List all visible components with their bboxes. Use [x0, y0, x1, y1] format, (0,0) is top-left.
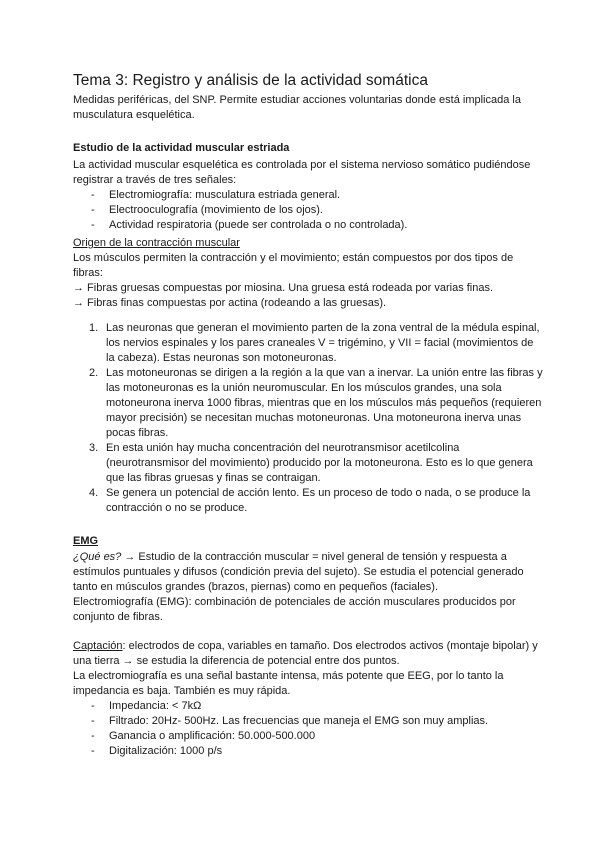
list-item: - Impedancia: < 7kΩ [73, 699, 543, 714]
arrow-line-finas: → Fibras finas compuestas por actina (rodeando a las gruesas). [73, 297, 387, 309]
page-title: Tema 3: Registro y análisis de la actividad somática [73, 72, 428, 89]
list-item: - Electrooculografía (movimiento de los ojos). [73, 203, 543, 218]
captacion-text: : electrodos de copa, variables en tamaño. Dos electrodos activos (montaje bipolar) y una tierra → se estudia la diferencia de potencial entre dos puntos. [73, 640, 538, 667]
intro-paragraph: Medidas periféricas, del SNP. Permite estudiar acciones voluntarias donde está implicada la musculatura esquelética. [73, 94, 521, 121]
section-heading-emg: EMG [73, 535, 99, 547]
list-item: - Electromiografía: musculatura estriada general. [73, 188, 543, 203]
numbered-list [73, 321, 543, 516]
section-text-estudio: La actividad muscular esquelética es controlada por el sistema nervioso somático pudiéndose registrar a través de tres señales: [73, 159, 531, 186]
list-item: - Ganancia o amplificación: 50.000-500.000 [73, 729, 543, 744]
arrow-line-gruesas: → Fibras gruesas compuestas por miosina. Una gruesa está rodeada por varias finas. [73, 282, 494, 294]
list-number: 4. [89, 487, 99, 499]
captacion-label: Captación [73, 640, 123, 652]
list-text: Las motoneuronas se dirigen a la región a la que van a inervar. La unión entre las fibras y las motoneuronas es la unión neuromuscular. En los músculos grandes, una sola motoneurona inerva 1000 fibras, mientras que en los músculos más pequeños (requieren mayor precisión) se necesitan muchas motoneuronas. Una motoneurona inerva unas pocas fibras. [106, 367, 543, 439]
emg-que-es [73, 550, 543, 595]
que-es-label: ¿Qué es? [73, 551, 122, 563]
emg-definition: Electromiografía (EMG): combinación de potenciales de acción musculares producidos por conjunto de fibras. [73, 596, 516, 623]
list-item [73, 486, 543, 516]
list-number: 2. [89, 367, 99, 379]
section-heading-estudio: Estudio de la actividad muscular estriada [73, 142, 290, 154]
list-number: 1. [89, 322, 99, 334]
list-item: - Actividad respiratoria (puede ser controlada o no controlada). [73, 218, 543, 233]
origen-text: Los músculos permiten la contracción y el movimiento; están compuestos por dos tipos de fibras: [73, 252, 514, 279]
list-item: - Filtrado: 20Hz- 500Hz. Las frecuencias que maneja el EMG son muy amplias. [73, 714, 543, 729]
list-number: 3. [89, 442, 99, 454]
section-heading-origen: Origen de la contracción muscular [73, 237, 240, 249]
list-item [73, 366, 543, 441]
list-text: Las neuronas que generan el movimiento parten de la zona ventral de la médula espinal, los nervios espinales y los pares craneales V = trigémino, y VII = facial (movimientos de la cabeza). Estas neuronas son motoneuronas. [106, 322, 540, 364]
list-item [73, 321, 543, 366]
document-content [73, 72, 543, 759]
signals-list [73, 188, 543, 233]
que-es-text: → Estudio de la contracción muscular = nivel general de tensión y respuesta a estímulos puntuales y difusos (condición previa del sujeto). Se estudia el potencial generado tanto en músculos grandes (brazos, piernas) como en pequeños (faciales). [73, 551, 524, 593]
list-text: Se genera un potencial de acción lento. Es un proceso de todo o nada, o se produce la contracción o no se produce. [106, 487, 531, 514]
list-text: En esta unión hay mucha concentración del neurotransmisor acetilcolina (neurotransmisor del movimiento) producido por la motoneurona. Esto es lo que genera que las fibras gruesas y finas se contraigan. [106, 442, 533, 484]
senal-paragraph: La electromiografía es una señal bastante intensa, más potente que EEG, por lo tanto la impedancia es baja. También es muy rápida. [73, 670, 504, 697]
list-item: - Digitalización: 1000 p/s [73, 744, 543, 759]
list-item [73, 441, 543, 486]
params-list [73, 699, 543, 759]
captacion-paragraph [73, 639, 543, 669]
